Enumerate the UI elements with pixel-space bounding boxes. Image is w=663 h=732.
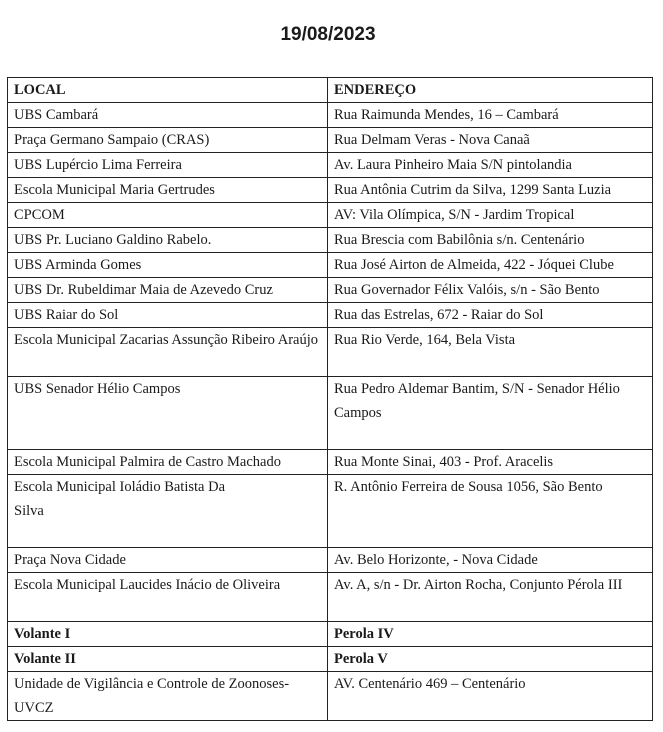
local-cell: Praça Germano Sampaio (CRAS) xyxy=(8,128,328,153)
table-row xyxy=(8,303,653,328)
local-cell: UBS Senador Hélio Campos xyxy=(8,377,328,450)
local-cell: Volante I xyxy=(8,622,328,647)
address-cell: R. Antônio Ferreira de Sousa 1056, São Bento xyxy=(328,475,653,548)
address-cell: Rua Raimunda Mendes, 16 – Cambará xyxy=(328,103,653,128)
address-cell: AV: Vila Olímpica, S/N - Jardim Tropical xyxy=(328,203,653,228)
address-cell: Rua Rio Verde, 164, Bela Vista xyxy=(328,328,653,377)
table-row xyxy=(8,103,653,128)
table-row xyxy=(8,377,653,450)
local-cell: UBS Pr. Luciano Galdino Rabelo. xyxy=(8,228,328,253)
local-cell: Escola Municipal Laucides Inácio de Oliveira xyxy=(8,573,328,622)
address-cell: Rua das Estrelas, 672 - Raiar do Sol xyxy=(328,303,653,328)
table-row xyxy=(8,278,653,303)
address-cell: Rua Monte Sinai, 403 - Prof. Aracelis xyxy=(328,450,653,475)
table-row xyxy=(8,253,653,278)
address-cell: Av. Belo Horizonte, - Nova Cidade xyxy=(328,548,653,573)
table-row xyxy=(8,178,653,203)
address-cell: Rua José Airton de Almeida, 422 - Jóquei Clube xyxy=(328,253,653,278)
table-row xyxy=(8,573,653,622)
local-cell: UBS Lupércio Lima Ferreira xyxy=(8,153,328,178)
address-cell: Rua Brescia com Babilônia s/n. Centenário xyxy=(328,228,653,253)
address-cell: Av. A, s/n - Dr. Airton Rocha, Conjunto Pérola III xyxy=(328,573,653,622)
local-cell: Praça Nova Cidade xyxy=(8,548,328,573)
address-cell: Rua Pedro Aldemar Bantim, S/N - Senador Hélio Campos xyxy=(328,377,653,450)
local-cell: UBS Arminda Gomes xyxy=(8,253,328,278)
column-header-local: LOCAL xyxy=(8,78,328,103)
address-cell: Perola V xyxy=(328,647,653,672)
table-row xyxy=(8,475,653,548)
local-cell: Escola Municipal Zacarias Assunção Ribeiro Araújo xyxy=(8,328,328,377)
local-cell: Unidade de Vigilância e Controle de Zoonoses-UVCZ xyxy=(8,672,328,721)
table-row xyxy=(8,328,653,377)
table-row xyxy=(8,128,653,153)
page-title: 19/08/2023 xyxy=(280,24,376,45)
table-row xyxy=(8,548,653,573)
table-header-row xyxy=(8,78,653,103)
address-cell: Perola IV xyxy=(328,622,653,647)
address-cell: Av. Laura Pinheiro Maia S/N pintolandia xyxy=(328,153,653,178)
table-row xyxy=(8,203,653,228)
locations-table xyxy=(7,77,653,721)
table-row xyxy=(8,622,653,647)
local-cell: Volante II xyxy=(8,647,328,672)
table-row xyxy=(8,647,653,672)
address-cell: AV. Centenário 469 – Centenário xyxy=(328,672,653,721)
address-cell: Rua Governador Félix Valóis, s/n - São Bento xyxy=(328,278,653,303)
address-cell: Rua Antônia Cutrim da Silva, 1299 Santa Luzia xyxy=(328,178,653,203)
local-cell: UBS Dr. Rubeldimar Maia de Azevedo Cruz xyxy=(8,278,328,303)
local-cell: Escola Municipal Maria Gertrudes xyxy=(8,178,328,203)
local-cell: UBS Cambará xyxy=(8,103,328,128)
local-cell: Escola Municipal Ioládio Batista Da Silva xyxy=(8,475,328,548)
local-cell: Escola Municipal Palmira de Castro Machado xyxy=(8,450,328,475)
table-row xyxy=(8,153,653,178)
local-cell: CPCOM xyxy=(8,203,328,228)
address-cell: Rua Delmam Veras - Nova Canaã xyxy=(328,128,653,153)
table-row xyxy=(8,672,653,721)
column-header-address: ENDEREÇO xyxy=(328,78,653,103)
table-row xyxy=(8,228,653,253)
local-cell: UBS Raiar do Sol xyxy=(8,303,328,328)
table-row xyxy=(8,450,653,475)
